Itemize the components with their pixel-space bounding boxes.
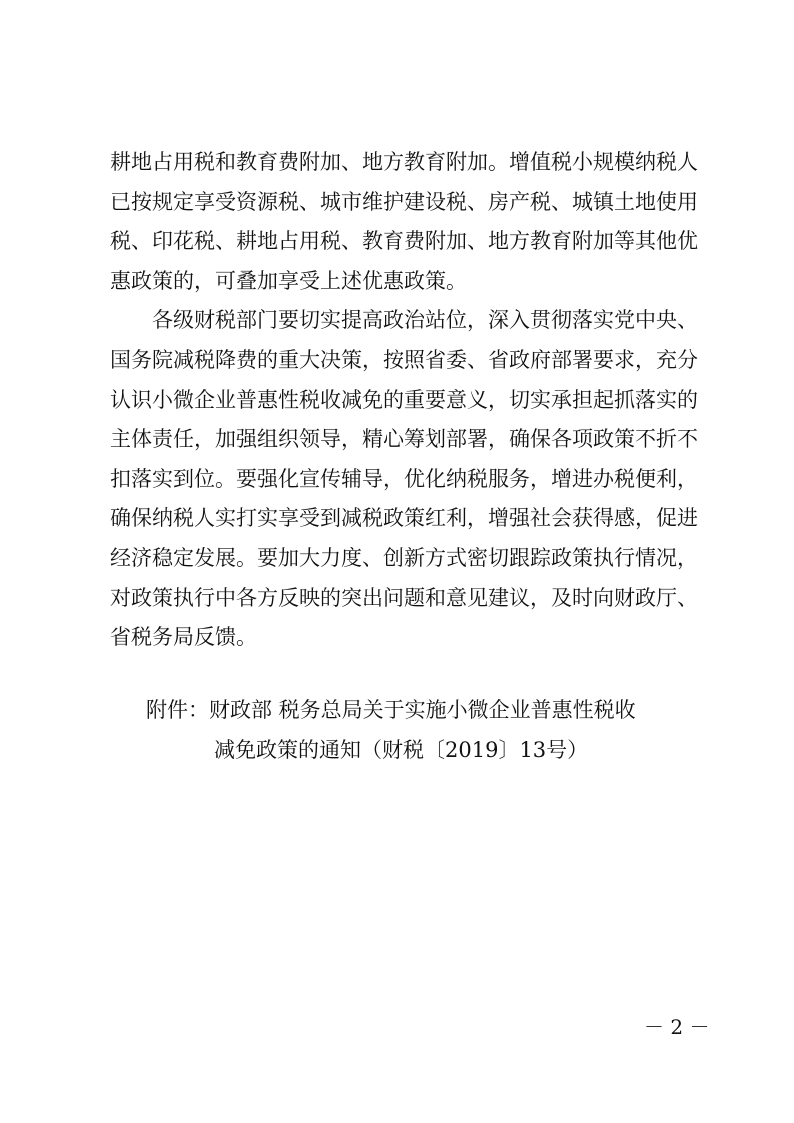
body-line: 已 按 规 定 享 受 资 源 税 、 城 市 维 护 建 设 税 、 房 产 税 、 城 镇 土 地 使 用 [110,189,698,214]
body-text [110,143,698,658]
attachment-line-2: 减免政策的通知（财税〔2019〕13号） [214,738,589,762]
body-line: 惠政策的，可叠加享受上述优惠政策。 [110,268,467,293]
body-line: 对 政 策 执 行 中 各 方 反 映 的 突 出 问 题 和 意 见 建 议 ， 及 时 向 财 政 厅 、 [110,585,698,610]
body-line: 耕 地 占 用 税 和 教 育 费 附 加 、 地 方 教 育 附 加 。 增 值 税 小 规 模 纳 税 人 [110,150,698,174]
body-line: 经 济 稳 定 发 展 。 要 加 大 力 度 、 创 新 方 式 密 切 跟 踪 政 策 执 行 情 况 ， [110,545,698,570]
body-line: 省税务局反馈。 [110,625,257,650]
body-line: 确 保 纳 税 人 实 打 实 享 受 到 减 税 政 策 红 利 ， 增 强 社 会 获 得 感 ， 促 进 [110,506,698,531]
attachment-note [146,690,706,770]
body-line: 税 、 印 花 税 、 耕 地 占 用 税 、 教 育 费 附 加 、 地 方 教 育 附 加 等 其 他 优 [110,229,698,254]
page-number: － 2 － [644,1015,710,1039]
body-line: 主 体 责 任 ， 加 强 组 织 领 导 ， 精 心 筹 划 部 署 ， 确 保 各 项 政 策 不 折 不 [110,427,698,452]
body-line: 认 识 小 微 企 业 普 惠 性 税 收 减 免 的 重 要 意 义 ， 切 实 承 担 起 抓 落 实 的 [110,387,698,412]
attachment-line-1: 附件：财政部 税务总局关于实施小微企业普惠性税收 [146,698,636,722]
body-line: 扣 落 实 到 位 。 要 强 化 宣 传 辅 导 ， 优 化 纳 税 服 务 ， 增 进 办 税 便 利 ， [110,466,698,491]
body-line: 国 务 院 减 税 降 费 的 重 大 决 策 ， 按 照 省 委 、 省 政 府 部 署 要 求 ， 充 分 [110,347,698,372]
body-line: 各 级 财 税 部 门 要 切 实 提 高 政 治 站 位 ， 深 入 贯 彻 落 实 党 中 央 、 [152,308,698,333]
